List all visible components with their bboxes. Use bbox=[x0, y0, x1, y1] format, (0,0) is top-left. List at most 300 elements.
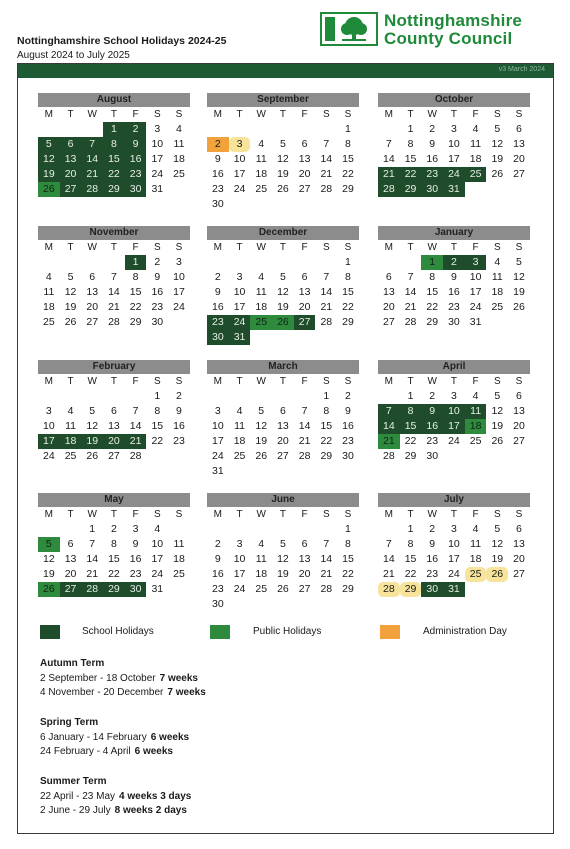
week-row bbox=[378, 434, 530, 449]
day-cell: 14 bbox=[404, 286, 417, 298]
weekday-label: F bbox=[132, 109, 139, 120]
day-cell: 22 bbox=[129, 301, 142, 313]
day-cell: 13 bbox=[298, 553, 311, 565]
term-duration: 7 weeks bbox=[167, 687, 206, 698]
day-cell: 28 bbox=[378, 582, 400, 597]
day-cell: 27 bbox=[513, 435, 525, 447]
day-cell: 11 bbox=[470, 138, 482, 150]
day-cell: 8 bbox=[110, 538, 117, 550]
weekday-header-row bbox=[378, 507, 530, 522]
weekday-label: T bbox=[236, 376, 243, 387]
day-cell: 24 bbox=[151, 568, 164, 580]
day-cell: 7 bbox=[385, 138, 392, 150]
weekday-label: T bbox=[110, 242, 117, 253]
week-row bbox=[38, 255, 190, 270]
day-cell: 15 bbox=[108, 553, 120, 565]
day-cell: 4 bbox=[236, 405, 243, 417]
day-cell: 26 bbox=[277, 583, 289, 595]
day-cell: 16 bbox=[129, 553, 142, 565]
day-cell: 15 bbox=[400, 419, 422, 434]
day-cell: 8 bbox=[400, 404, 422, 419]
day-cell: 21 bbox=[404, 301, 417, 313]
week-row bbox=[38, 300, 190, 315]
term-dates-text: 2 September - 18 October bbox=[40, 673, 156, 684]
day-cell: 17 bbox=[151, 553, 164, 565]
week-row bbox=[378, 137, 530, 152]
week-row bbox=[207, 464, 359, 479]
day-cell: 22 bbox=[320, 435, 333, 447]
day-cell: 15 bbox=[342, 286, 354, 298]
empty-cell bbox=[378, 122, 400, 137]
page-header bbox=[0, 0, 570, 64]
day-cell: 12 bbox=[64, 286, 77, 298]
day-cell: 24 bbox=[448, 568, 460, 580]
day-cell: 16 bbox=[342, 420, 354, 432]
day-cell: 10 bbox=[448, 138, 460, 150]
day-cell: 17 bbox=[448, 553, 460, 565]
day-cell: 31 bbox=[443, 582, 465, 597]
weekday-label: S bbox=[153, 109, 161, 120]
week-row bbox=[207, 552, 359, 567]
weekday-label: F bbox=[132, 242, 139, 253]
day-cell: 17 bbox=[448, 153, 460, 165]
legend-swatch-school bbox=[40, 625, 60, 639]
term-dates-text: 6 January - 14 February bbox=[40, 732, 147, 743]
month-january bbox=[378, 226, 530, 330]
month-may bbox=[38, 493, 190, 597]
day-cell: 5 bbox=[279, 538, 286, 550]
empty-cell bbox=[465, 449, 487, 464]
day-cell: 10 bbox=[233, 286, 246, 298]
day-cell: 12 bbox=[513, 271, 525, 283]
term-title: Summer Term bbox=[40, 776, 107, 787]
day-cell: 18 bbox=[255, 301, 268, 313]
day-cell: 21 bbox=[378, 434, 400, 449]
week-row bbox=[378, 315, 530, 330]
day-cell: 25 bbox=[173, 168, 185, 180]
day-cell: 29 bbox=[129, 316, 142, 328]
week-row bbox=[207, 137, 359, 152]
day-cell: 8 bbox=[407, 538, 414, 550]
day-cell: 22 bbox=[426, 301, 439, 313]
day-cell: 6 bbox=[89, 271, 96, 283]
week-row bbox=[38, 522, 190, 537]
weekday-label: S bbox=[175, 509, 183, 520]
day-cell: 29 bbox=[342, 316, 354, 328]
day-cell: 7 bbox=[89, 538, 96, 550]
day-cell: 6 bbox=[385, 271, 392, 283]
empty-cell bbox=[294, 255, 316, 270]
week-row bbox=[378, 537, 530, 552]
day-cell: 17 bbox=[443, 419, 465, 434]
week-row bbox=[207, 122, 359, 137]
day-cell: 13 bbox=[60, 152, 82, 167]
day-cell: 15 bbox=[103, 152, 125, 167]
weekday-header-row bbox=[38, 374, 190, 389]
empty-cell bbox=[443, 449, 465, 464]
weekday-label: M bbox=[384, 509, 394, 520]
day-cell: 4 bbox=[258, 271, 265, 283]
day-cell: 3 bbox=[45, 405, 52, 417]
day-cell: 5 bbox=[279, 271, 286, 283]
week-row bbox=[378, 389, 530, 404]
day-cell: 12 bbox=[277, 286, 289, 298]
empty-cell bbox=[250, 522, 272, 537]
day-cell: 23 bbox=[125, 167, 147, 182]
day-cell: 24 bbox=[229, 315, 251, 330]
day-cell: 27 bbox=[298, 583, 311, 595]
week-row bbox=[378, 582, 530, 597]
weekday-header-row bbox=[207, 107, 359, 122]
day-cell: 19 bbox=[255, 435, 268, 447]
day-cell: 24 bbox=[469, 301, 482, 313]
day-cell: 21 bbox=[108, 301, 120, 313]
day-cell: 12 bbox=[255, 420, 268, 432]
month-header: December bbox=[207, 226, 359, 240]
day-cell: 24 bbox=[443, 167, 465, 182]
day-cell: 17 bbox=[233, 568, 246, 580]
day-cell: 3 bbox=[176, 256, 182, 268]
day-cell: 23 bbox=[207, 315, 229, 330]
week-row bbox=[38, 270, 190, 285]
day-cell: 7 bbox=[323, 538, 330, 550]
day-cell: 21 bbox=[81, 167, 103, 182]
weekday-header-row bbox=[207, 374, 359, 389]
day-cell: 5 bbox=[516, 256, 522, 268]
empty-cell bbox=[207, 389, 229, 404]
empty-cell bbox=[378, 255, 400, 270]
week-row bbox=[378, 449, 530, 464]
day-cell: 27 bbox=[513, 168, 525, 180]
day-cell: 1 bbox=[125, 255, 147, 270]
day-cell: 6 bbox=[301, 271, 308, 283]
day-cell: 4 bbox=[472, 390, 479, 402]
empty-cell bbox=[60, 389, 82, 404]
empty-cell bbox=[60, 522, 82, 537]
day-cell: 27 bbox=[513, 568, 525, 580]
day-cell: 17 bbox=[469, 286, 482, 298]
day-cell: 20 bbox=[513, 553, 525, 565]
day-cell: 13 bbox=[108, 420, 120, 432]
day-cell: 6 bbox=[301, 138, 308, 150]
day-cell: 18 bbox=[465, 419, 487, 434]
day-cell: 18 bbox=[60, 434, 82, 449]
day-cell: 9 bbox=[125, 137, 147, 152]
empty-cell bbox=[315, 122, 337, 137]
day-cell: 3 bbox=[450, 523, 457, 535]
weekday-label: M bbox=[44, 242, 54, 253]
day-cell: 2 bbox=[429, 390, 436, 402]
weekday-label: S bbox=[153, 376, 161, 387]
week-row bbox=[38, 182, 190, 197]
weekday-label: S bbox=[344, 242, 352, 253]
term-duration: 8 weeks 2 days bbox=[114, 805, 187, 816]
weekday-label: S bbox=[175, 109, 183, 120]
week-row bbox=[38, 152, 190, 167]
document-subtitle: August 2024 to July 2025 bbox=[17, 50, 130, 61]
week-row bbox=[38, 389, 190, 404]
day-cell: 1 bbox=[421, 255, 443, 270]
week-row bbox=[378, 152, 530, 167]
day-cell: 2 bbox=[345, 390, 351, 402]
weekday-label: T bbox=[236, 509, 243, 520]
day-cell: 12 bbox=[277, 553, 289, 565]
empty-cell bbox=[81, 389, 103, 404]
empty-cell bbox=[378, 522, 400, 537]
day-cell: 30 bbox=[448, 316, 460, 328]
day-cell: 25 bbox=[250, 315, 272, 330]
weekday-label: M bbox=[213, 376, 223, 387]
day-cell: 18 bbox=[173, 553, 185, 565]
day-cell: 17 bbox=[233, 301, 246, 313]
day-cell: 22 bbox=[404, 568, 417, 580]
day-cell: 5 bbox=[494, 523, 501, 535]
week-row bbox=[38, 434, 190, 449]
day-cell: 24 bbox=[151, 168, 164, 180]
week-row bbox=[207, 404, 359, 419]
day-cell: 16 bbox=[421, 419, 443, 434]
day-cell: 20 bbox=[298, 168, 311, 180]
empty-cell bbox=[250, 197, 272, 212]
day-cell: 30 bbox=[421, 182, 443, 197]
week-row bbox=[207, 182, 359, 197]
day-cell: 31 bbox=[443, 182, 465, 197]
weekday-label: F bbox=[472, 509, 479, 520]
day-cell: 5 bbox=[494, 390, 501, 402]
day-cell: 15 bbox=[320, 420, 333, 432]
day-cell: 6 bbox=[67, 538, 74, 550]
empty-cell bbox=[168, 182, 190, 197]
day-cell: 29 bbox=[342, 583, 354, 595]
weekday-label: M bbox=[44, 376, 54, 387]
week-row bbox=[378, 285, 530, 300]
week-row bbox=[378, 122, 530, 137]
empty-cell bbox=[60, 122, 82, 137]
day-cell: 15 bbox=[151, 420, 164, 432]
weekday-label: W bbox=[87, 242, 97, 253]
day-cell: 21 bbox=[320, 301, 333, 313]
week-row bbox=[207, 522, 359, 537]
day-cell: 4 bbox=[472, 523, 479, 535]
day-cell: 23 bbox=[151, 301, 164, 313]
day-cell: 13 bbox=[64, 553, 77, 565]
day-cell: 2 bbox=[154, 256, 161, 268]
month-header: September bbox=[207, 93, 359, 107]
weekday-header-row bbox=[378, 240, 530, 255]
week-row bbox=[38, 137, 190, 152]
empty-cell bbox=[168, 315, 190, 330]
day-cell: 29 bbox=[426, 316, 439, 328]
week-row bbox=[38, 404, 190, 419]
weekday-label: W bbox=[427, 242, 437, 253]
day-cell: 4 bbox=[176, 123, 182, 135]
weekday-label: W bbox=[256, 242, 266, 253]
day-cell: 13 bbox=[513, 538, 525, 550]
weekday-label: T bbox=[450, 242, 457, 253]
empty-cell bbox=[486, 449, 508, 464]
day-cell: 16 bbox=[173, 420, 185, 432]
day-cell: 16 bbox=[448, 286, 460, 298]
term-line bbox=[40, 687, 206, 698]
day-cell: 20 bbox=[64, 568, 77, 580]
weekday-label: T bbox=[279, 376, 286, 387]
legend bbox=[40, 625, 540, 645]
weekday-label: F bbox=[132, 509, 139, 520]
weekday-header-row bbox=[38, 240, 190, 255]
day-cell: 12 bbox=[491, 538, 504, 550]
empty-cell bbox=[103, 255, 125, 270]
legend-swatch-public bbox=[210, 625, 230, 639]
weekday-label: T bbox=[236, 109, 243, 120]
day-cell: 3 bbox=[229, 137, 251, 152]
day-cell: 26 bbox=[272, 315, 294, 330]
empty-cell bbox=[250, 330, 272, 345]
day-cell: 2 bbox=[429, 523, 436, 535]
term-line bbox=[40, 732, 189, 743]
week-row bbox=[207, 582, 359, 597]
empty-cell bbox=[207, 522, 229, 537]
day-cell: 18 bbox=[43, 301, 55, 313]
day-cell: 16 bbox=[212, 168, 224, 180]
day-cell: 23 bbox=[342, 435, 354, 447]
empty-cell bbox=[315, 197, 337, 212]
day-cell: 9 bbox=[429, 138, 436, 150]
empty-cell bbox=[315, 522, 337, 537]
term-dates-text: 4 November - 20 December bbox=[40, 687, 164, 698]
day-cell: 13 bbox=[383, 286, 395, 298]
day-cell: 21 bbox=[378, 167, 400, 182]
day-cell: 2 bbox=[214, 538, 221, 550]
empty-cell bbox=[81, 122, 103, 137]
weekday-label: S bbox=[322, 509, 330, 520]
empty-cell bbox=[465, 582, 487, 597]
week-row bbox=[207, 597, 359, 612]
empty-cell bbox=[272, 255, 294, 270]
weekday-label: M bbox=[384, 376, 394, 387]
week-row bbox=[38, 567, 190, 582]
day-cell: 9 bbox=[176, 405, 182, 417]
day-cell: 19 bbox=[277, 568, 289, 580]
day-cell: 30 bbox=[212, 598, 224, 610]
weekday-label: S bbox=[322, 242, 330, 253]
day-cell: 29 bbox=[103, 582, 125, 597]
weekday-label: F bbox=[301, 376, 308, 387]
day-cell: 1 bbox=[345, 523, 351, 535]
day-cell: 9 bbox=[450, 271, 457, 283]
empty-cell bbox=[486, 582, 508, 597]
weekday-label: F bbox=[472, 242, 479, 253]
day-cell: 11 bbox=[465, 404, 487, 419]
day-cell: 27 bbox=[60, 582, 82, 597]
day-cell: 5 bbox=[258, 405, 265, 417]
weekday-label: T bbox=[450, 509, 457, 520]
document-title: Nottinghamshire School Holidays 2024-25 bbox=[17, 35, 227, 47]
day-cell: 22 bbox=[103, 167, 125, 182]
day-cell: 10 bbox=[448, 538, 460, 550]
day-cell: 19 bbox=[491, 153, 504, 165]
weekday-label: S bbox=[344, 109, 352, 120]
day-cell: 13 bbox=[298, 153, 311, 165]
day-cell: 31 bbox=[151, 183, 164, 195]
weekday-label: S bbox=[344, 376, 352, 387]
month-header: October bbox=[378, 93, 530, 107]
empty-cell bbox=[125, 389, 147, 404]
day-cell: 18 bbox=[173, 153, 185, 165]
week-row bbox=[38, 552, 190, 567]
day-cell: 8 bbox=[154, 405, 161, 417]
term-line bbox=[40, 746, 173, 757]
day-cell: 13 bbox=[86, 286, 99, 298]
week-row bbox=[38, 285, 190, 300]
day-cell: 5 bbox=[494, 123, 501, 135]
empty-cell bbox=[315, 255, 337, 270]
weekday-label: T bbox=[67, 509, 74, 520]
day-cell: 1 bbox=[345, 256, 351, 268]
empty-cell bbox=[294, 597, 316, 612]
weekday-header-row bbox=[378, 107, 530, 122]
term-line bbox=[40, 673, 198, 684]
day-cell: 14 bbox=[320, 153, 333, 165]
day-cell: 17 bbox=[212, 435, 224, 447]
week-row bbox=[207, 255, 359, 270]
day-cell: 5 bbox=[89, 405, 96, 417]
day-cell: 6 bbox=[516, 123, 522, 135]
weekday-label: F bbox=[301, 109, 308, 120]
empty-cell bbox=[272, 389, 294, 404]
day-cell: 3 bbox=[214, 405, 221, 417]
day-cell: 18 bbox=[255, 168, 268, 180]
day-cell: 15 bbox=[404, 153, 417, 165]
day-cell: 25 bbox=[255, 183, 268, 195]
day-cell: 23 bbox=[212, 183, 224, 195]
day-cell: 30 bbox=[212, 198, 224, 210]
day-cell: 31 bbox=[469, 316, 482, 328]
weekday-label: T bbox=[110, 376, 117, 387]
empty-cell bbox=[294, 197, 316, 212]
day-cell: 11 bbox=[173, 538, 185, 550]
day-cell: 28 bbox=[320, 316, 333, 328]
day-cell: 14 bbox=[378, 419, 400, 434]
week-row bbox=[207, 419, 359, 434]
empty-cell bbox=[229, 597, 251, 612]
empty-cell bbox=[315, 464, 337, 479]
tree-logo-icon bbox=[320, 12, 378, 46]
day-cell: 22 bbox=[342, 568, 354, 580]
day-cell: 28 bbox=[404, 316, 417, 328]
weekday-label: S bbox=[153, 509, 161, 520]
term-title: Spring Term bbox=[40, 717, 99, 728]
month-june bbox=[207, 493, 359, 612]
day-cell: 21 bbox=[86, 568, 99, 580]
empty-cell bbox=[38, 522, 60, 537]
day-cell: 25 bbox=[465, 567, 487, 582]
weekday-header-row bbox=[38, 107, 190, 122]
day-cell: 11 bbox=[234, 420, 245, 432]
day-cell: 25 bbox=[173, 568, 185, 580]
day-cell: 27 bbox=[86, 316, 99, 328]
day-cell: 30 bbox=[151, 316, 164, 328]
day-cell: 7 bbox=[132, 405, 139, 417]
day-cell: 14 bbox=[320, 553, 333, 565]
day-cell: 14 bbox=[129, 420, 142, 432]
day-cell: 7 bbox=[323, 271, 330, 283]
weekday-label: W bbox=[427, 376, 437, 387]
day-cell: 16 bbox=[125, 152, 147, 167]
day-cell: 3 bbox=[465, 255, 487, 270]
day-cell: 1 bbox=[407, 523, 414, 535]
week-row bbox=[38, 449, 190, 464]
week-row bbox=[207, 167, 359, 182]
